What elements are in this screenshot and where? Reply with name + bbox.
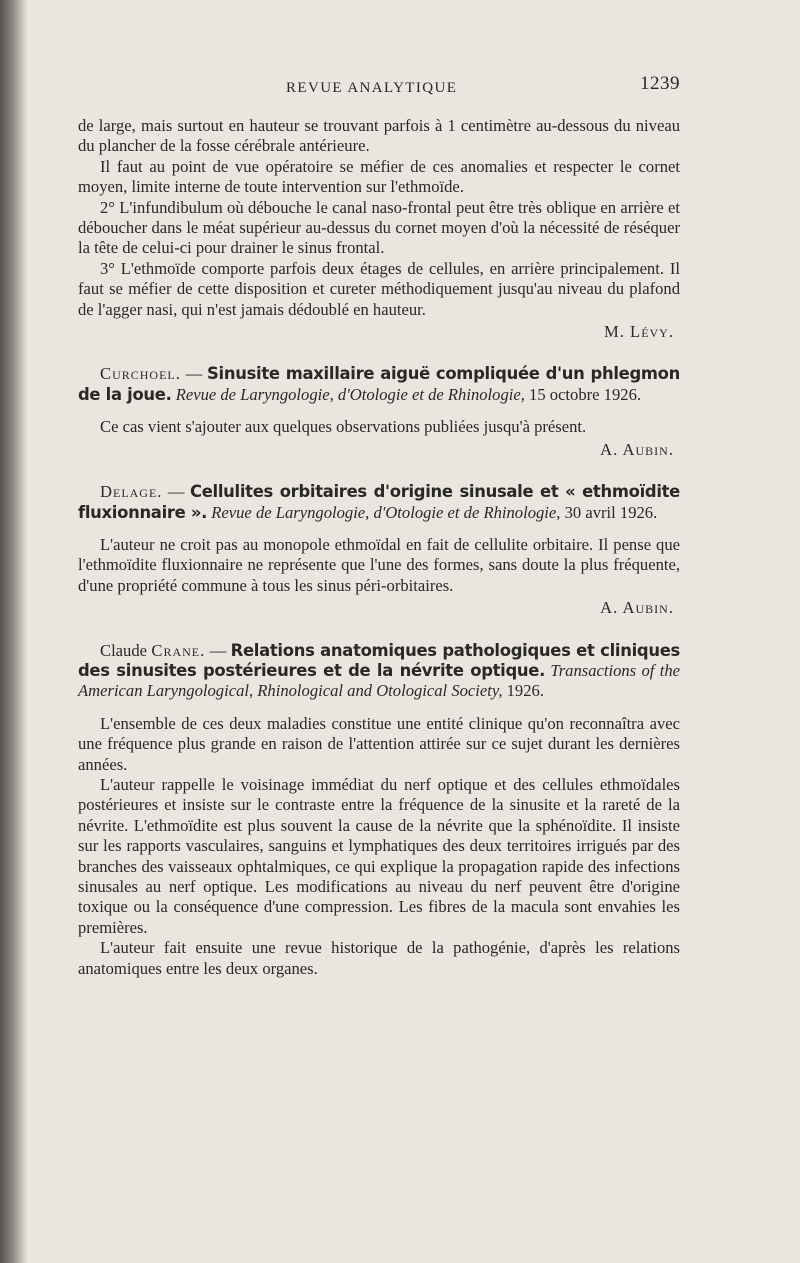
article-author: Curchoel. <box>100 364 181 384</box>
article-body: L'auteur fait ensuite une revue historique de la pathogénie, d'après les relations anatomiques entre les deux organes. <box>78 938 680 978</box>
book-spine-shadow <box>0 0 28 1263</box>
article-author-first: Claude <box>100 640 152 660</box>
page-number: 1239 <box>640 73 680 94</box>
journal-title: REVUE ANALYTIQUE <box>286 80 458 96</box>
paragraph: 3° L'ethmoïde comporte parfois deux étages de cellules, en arrière principalement. Il faut se méfier de cette disposition et cureter méthodiquement jusqu'au niveau du plafond de l'agger nasi, qui n'est jamais dédoublé en hauteur. <box>78 258 680 319</box>
paragraph: de large, mais surtout en hauteur se trouvant parfois à 1 centimètre au-dessous du niveau du plancher de la fosse cérébrale antérieure. <box>78 116 680 156</box>
article-source: Revue de Laryngologie, d'Otologie et de Rhinologie, <box>211 502 561 522</box>
article-heading: Curchoel. — Sinusite maxillaire aiguë compliquée d'un phlegmon de la joue. Revue de Laryngologie, d'Otologie et de Rhinologie, 15 octobre 1926. <box>78 364 681 404</box>
article-body: L'auteur ne croit pas au monopole ethmoïdal en fait de cellulite orbitaire. Il pense que l'ethmoïdite fluxionnaire ne représente que l'une des formes, sans doute la plus fréquente, d'une propriété commune à tous les sinus péri-orbitaires. <box>78 534 680 595</box>
article-heading: Claude Crane. — Relations anatomiques pathologiques et cliniques des sinusites postérieures et de la névrite optique. Transactions of the American Laryngological, Rhinological and Otological Society, 1926. <box>78 640 680 701</box>
article-heading: Delage. — Cellulites orbitaires d'origine sinusale et « ethmoïdite fluxionnaire ». Revue de Laryngologie, d'Otologie et de Rhinologie, 30 avril 1926. <box>78 482 680 522</box>
signature: M. Lévy. <box>604 322 674 342</box>
article-title: Relations anatomiques pathologiques et cliniques des sinusites postérieures et de la névrite optique. <box>78 640 680 680</box>
article-date: 30 avril 1926. <box>564 502 658 522</box>
signature: A. Aubin. <box>600 598 674 618</box>
signature: A. Aubin. <box>600 439 674 459</box>
article-title: Cellulites orbitaires d'origine sinusale et « ethmoïdite fluxionnaire ». <box>78 482 680 522</box>
article-author: Delage. <box>100 482 163 502</box>
article-source: Revue de Laryngologie, d'Otologie et de Rhinologie, <box>175 384 525 404</box>
article-source: Transactions of the American Laryngological, Rhinological and Otological Society, <box>78 660 680 701</box>
document-page <box>78 74 680 979</box>
article-body: L'auteur rappelle le voisinage immédiat du nerf optique et des cellules ethmoïdales postérieures et insiste sur le contraste entre la fréquence de la sinusite et la rareté de la névrite. L'ethmoïdite est plus souvent la cause de la névrite que la sphénoïdite. Il insiste sur les rapports vasculaires, sanguins et lymphatiques des deux territoires irrigués par des branches des vaisseaux ophtalmiques, ce qui explique la propagation rapide des infections sinusales au nerf optique. Les modifications au niveau du nerf peuvent être d'origine toxique ou la conséquence d'une compression. Les fibres de la macula sont envahies les premières. <box>78 774 680 937</box>
article-body: L'ensemble de ces deux maladies constitue une entité clinique qu'on reconnaîtra avec une fréquence plus grande en raison de l'attention attirée sur ce sujet durant les dernières années. <box>78 713 680 774</box>
article-date: 1926. <box>506 681 544 701</box>
article-date: 15 octobre 1926. <box>529 384 642 404</box>
paragraph: 2° L'infundibulum où débouche le canal naso-frontal peut être très oblique en arrière et déboucher dans le méat supérieur au-dessus du cornet moyen d'où la nécessité de réséquer la tête de celui-ci pour drainer le sinus frontal. <box>78 197 680 258</box>
article-body: Ce cas vient s'ajouter aux quelques observations publiées jusqu'à présent. <box>100 417 587 437</box>
paragraph: Il faut au point de vue opératoire se méfier de ces anomalies et respecter le cornet moyen, limite interne de toute intervention sur l'ethmoïde. <box>78 156 680 197</box>
running-head <box>78 74 680 102</box>
article-title: Sinusite maxillaire aiguë compliquée d'un phlegmon de la joue. <box>78 364 681 404</box>
article-author: Crane. <box>151 640 206 660</box>
